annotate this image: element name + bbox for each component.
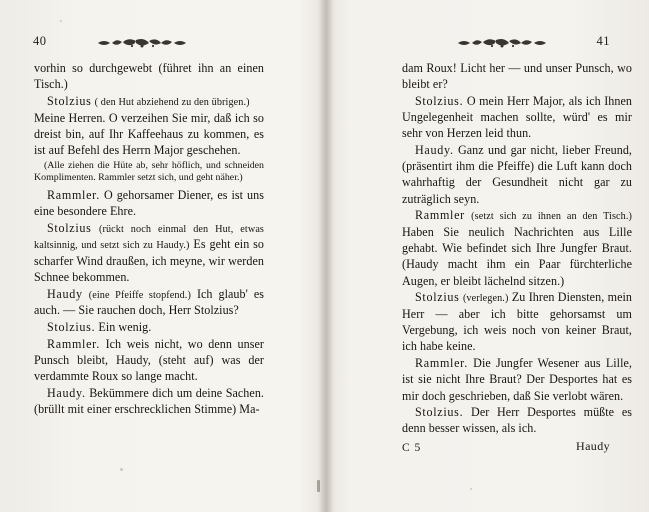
stage-direction-block: (Alle ziehen die Hüte ab, sehr höflich, und schneiden Komplimenten. Rammler setzt sich, und geht näher.) — [34, 159, 264, 184]
scan-speck — [60, 20, 62, 22]
paragraph — [34, 319, 264, 335]
paragraph — [402, 355, 632, 404]
speaker-name: Stolzius. — [47, 320, 96, 335]
right-page-header — [326, 34, 649, 54]
paragraph-text: Ich weis nicht, wo denn unser Punsch bleibt, Haudy, (steht auf) was der verdammte Roux so lange macht. — [34, 336, 264, 384]
left-page-text-column — [34, 60, 264, 418]
paragraph-text: Die Jungfer Wesener aus Lille, ist sie nicht Ihre Braut? Der Desportes hat es mir doch geschrieben, daß Sie verlobt wären. — [402, 356, 632, 403]
paragraph-text: Ein wenig. — [98, 320, 152, 335]
paragraph — [34, 60, 264, 92]
stage-direction: (verlegen.) — [462, 293, 509, 305]
paragraph-text: Bekümmere dich um deine Sachen. (brüllt mit einer erschrecklichen Stimme) Ma- — [34, 385, 264, 417]
sheet-signature: C 5 — [402, 442, 422, 454]
speaker-name: Stolzius — [415, 290, 460, 305]
paragraph — [402, 93, 632, 142]
scan-speck — [470, 488, 472, 490]
speaker-name: Stolzius — [47, 220, 92, 235]
speaker-name: Rammler. — [47, 187, 100, 202]
paragraph — [402, 289, 632, 354]
paragraph-text: Der Herr Desportes müßte es denn besser wissen, als ich. — [402, 405, 632, 436]
stage-direction: (setzt sich zu ihnen an den Tisch.) — [471, 211, 633, 223]
paragraph-text: Meine Herren. O verzeihen Sie mir, daß ich so dreist bin, auf Ihr Kaffeehaus zu kommen, es ist auf Befehl des Herrn Major geschehen. — [34, 111, 264, 158]
paragraph — [34, 187, 264, 219]
page-number-left: 40 — [33, 34, 47, 48]
paragraph-text: O mein Herr Major, als ich Ihnen Ungelegenheit machen sollte, würd' es mir sehr von Herzen leid thun. — [402, 93, 632, 141]
right-page — [326, 0, 649, 512]
paragraph — [402, 404, 632, 436]
paragraph — [34, 220, 264, 286]
paragraph — [34, 110, 264, 159]
paragraph-text: vorhin so durchgewebt (führet ihn an einen Tisch.) — [34, 61, 264, 92]
paragraph-text: Haben Sie neulich Nachrichten aus Lille gehabt. Wie befindet sich Ihre Jungfer Braut. (Haudy macht ihm ein Paar fürchterliche Augen, er bleibt lächelnd sitzen.) — [402, 225, 632, 288]
paragraph-text: Ich glaub' es auch. — Sie rauchen doch, Herr Stolzius? — [34, 286, 264, 318]
left-page-header — [0, 34, 326, 54]
paragraph — [34, 336, 264, 385]
paragraph — [34, 286, 264, 319]
paragraph — [402, 142, 632, 207]
speaker-name: Haudy — [47, 286, 83, 301]
scan-speck — [120, 468, 123, 471]
stage-direction: ( den Hut abziehend zu den übrigen.) — [94, 96, 250, 108]
paragraph-text: O gehorsamer Diener, es ist uns eine besondere Ehre. — [34, 187, 265, 218]
binding-mark — [317, 480, 320, 492]
paragraph — [34, 385, 264, 417]
paragraph-text: dam Roux! Licht her — und unser Punsch, wo bleibt er? — [402, 61, 632, 92]
speaker-name: Haudy. — [415, 143, 454, 158]
right-page-text-column — [402, 60, 632, 437]
paragraph-text: Ganz und gar nicht, lieber Freund, (präsentirt ihm die Pfeiffe) die Luft kann doch wahrhaftig der Gesundheit nicht gar zu zuträglich seyn. — [402, 143, 633, 206]
speaker-name: Stolzius. — [415, 405, 464, 420]
speaker-name: Rammler. — [415, 356, 468, 371]
speaker-name: Haudy. — [47, 385, 86, 400]
paragraph — [402, 207, 632, 288]
floral-rule-ornament-icon — [456, 36, 548, 50]
paragraph — [34, 93, 264, 110]
speaker-name: Stolzius. — [415, 93, 464, 108]
speaker-name: Stolzius — [47, 93, 92, 108]
paragraph-text: Es geht ein so scharfer Wind draußen, ich meyne, wir werden Schnee bekommen. — [34, 237, 265, 285]
floral-rule-ornament-icon — [96, 36, 188, 50]
stage-direction: (eine Pfeiffe stopfend.) — [88, 289, 191, 301]
paragraph — [402, 60, 632, 92]
paragraph-text: Zu Ihren Diensten, mein Herr — aber ich bitte gehorsamst um Vergebung, ich weis noch von keiner Braut, ich habe keine. — [402, 290, 633, 354]
speaker-name: Rammler — [415, 208, 465, 223]
stage-direction: (rückt noch einmal den Hut, etwas kaltsinnig, und setzt sich zu Haudy.) — [34, 223, 265, 252]
page-number-right: 41 — [596, 34, 610, 48]
catchword: Haudy — [576, 439, 610, 453]
speaker-name: Rammler. — [47, 336, 100, 351]
